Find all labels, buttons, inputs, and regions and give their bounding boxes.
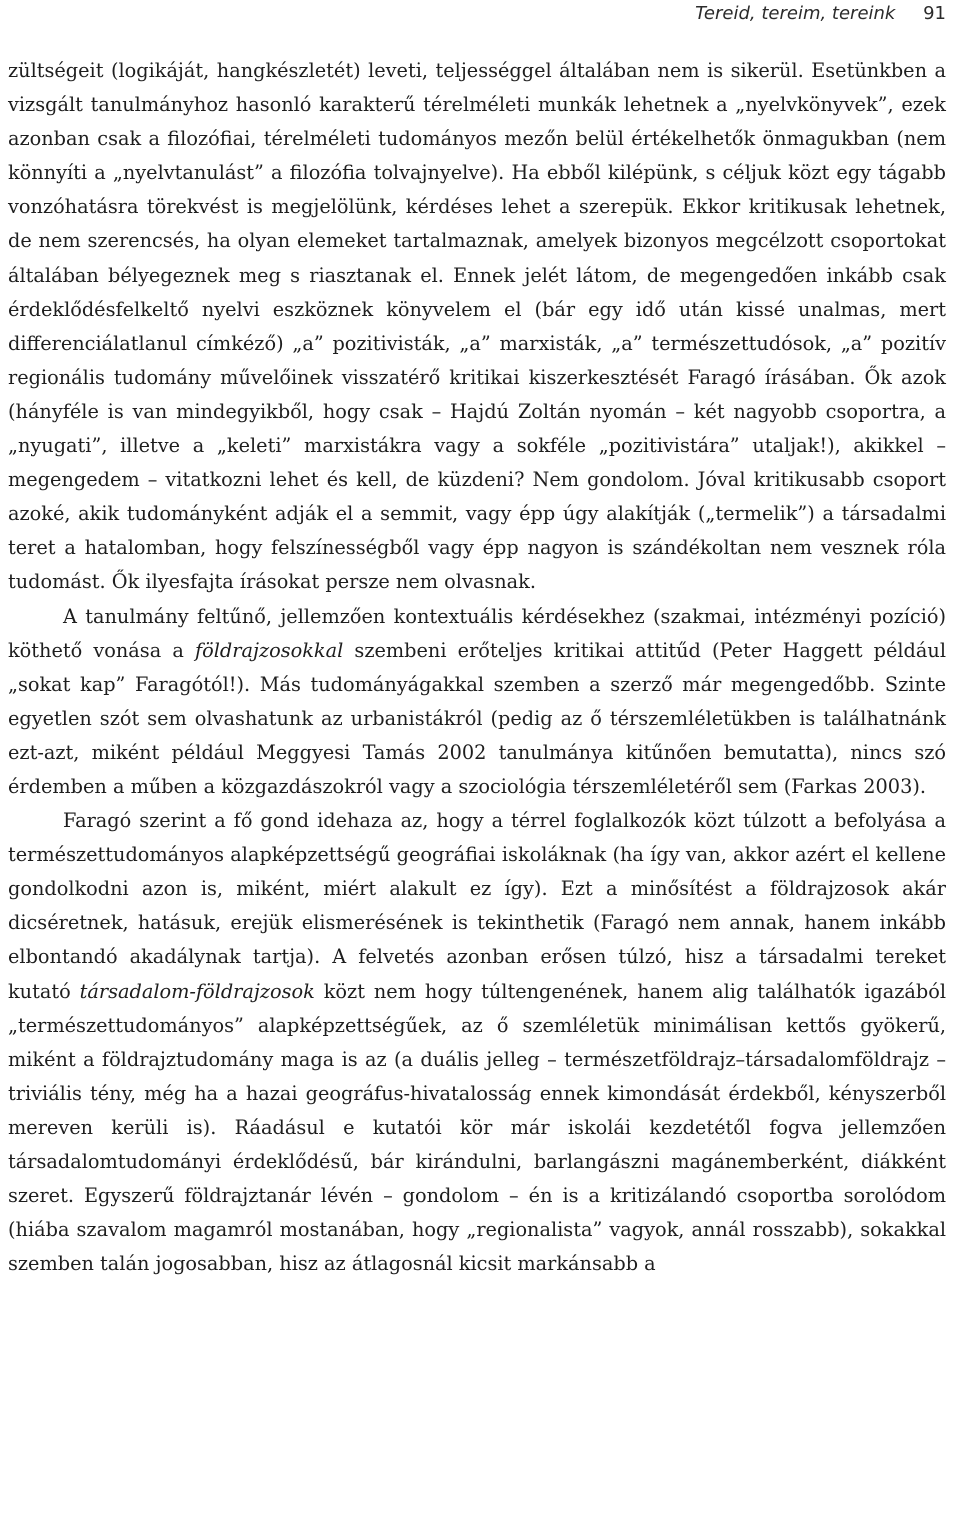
running-title: Tereid, tereim, tereink bbox=[695, 3, 896, 24]
paragraph-2 bbox=[8, 600, 946, 805]
paragraph-1 bbox=[8, 54, 946, 600]
paragraph-text: Faragó szerint a fő gond idehaza az, hogy a térrel foglalkozók közt túlzott a befolyása a természettudományos alapképzettségű geográfiai iskoláknak (ha így van, akkor azért el kellene gondolkodni azon is, miként, miért alakult ez így). Ezt a minősítést a földrajzosok akár dicséretnek, hatásuk, erejük elismerésének is tekinthetik (Faragó nem annak, hanem inkább elbontandó akadálynak tartja). A felvetés azonban erősen túlzó, hisz a társadalmi tereket kutató bbox=[8, 809, 946, 1003]
paragraph-3 bbox=[8, 804, 946, 1281]
italic-term: társadalom-földrajzosok bbox=[79, 979, 315, 1003]
page-number: 91 bbox=[923, 3, 946, 24]
italic-term: földrajzosokkal bbox=[195, 638, 344, 662]
paragraph-text: közt nem hogy túltengenének, hanem alig találhatók igazából „természettudományos” alapképzettségűek, az ő szemléletük minimálisan kettős gyökerű, miként a földrajztudomány maga is az (a duális jelleg – természetföldrajz–társadalomföldrajz – triviális tény, még ha a hazai geográfus-hivatalosság ennek kimondását érdekből, kényszerből mereven kerüli is). Ráadásul e kutatói kör már iskolái kezdetétől fogva jellemzően társadalomtudományi érdeklődésű, bár kirándulni, barlangászni magánemberként, diákként szeret. Egyszerű földrajztanár lévén – gondolom – én is a kritizálandó csoportba sorolódom (hiába szavalom magamról mostanában, hogy „regionalista” vagyok, annál rosszabb), sokakkal szemben talán jogosabban, hisz az átlagosnál kicsit markánsabb a bbox=[8, 979, 946, 1276]
paragraph-text: szembeni erőteljes kritikai attitűd (Peter Haggett például „sokat kap” Faragótól!). Más tudományágakkal szemben a szerző már megengedőbb. Szinte egyetlen szót sem olvashatunk az urbanistákról (pedig az ő térszemléletükben is találhatnánk ezt-azt, miként például Meggyesi Tamás 2002 tanulmánya kitűnően bemutatta), nincs szó érdemben a műben a közgazdászokról vagy a szociológia térszemléletéről sem (Farkas 2003). bbox=[8, 638, 946, 798]
body-text bbox=[8, 54, 946, 1281]
paragraph-text: A tanulmány feltűnő, jellemzően kontextuális kérdésekhez (szakmai, intézményi pozíció) köthető vonása a bbox=[8, 604, 946, 662]
running-head bbox=[695, 0, 946, 30]
paragraph-text: zültségeit (logikáját, hangkészletét) leveti, teljességgel általában nem is sikerül. Esetünkben a vizsgált tanulmányhoz hasonló karakterű térelméleti munkák lehetnek a „nyelvkönyvek”, ezek azonban csak a filozófiai, térelméleti tudományos mezőn belül értékelhetők önmagukban (nem könnyíti a „nyelvtanulást” a filozófia tolvajnyelve). Ha ebből kilépünk, s céljuk közt egy tágabb vonzóhatásra törekvést is megjelölünk, kérdéses lehet a szerepük. Ekkor kritikusak lehetnek, de nem szerencsés, ha olyan elemeket tartalmaznak, amelyek bizonyos megcélzott csoportokat általában bélyegeznek meg s riasztanak el. Ennek jelét látom, de megengedően inkább csak érdeklődésfelkeltő nyelvi eszköznek könyvelem el (bár egy idő után kissé unalmas, mert differenciálatlanul címkéző) „a” pozitivisták, „a” marxisták, „a” természettudósok, „a” pozitív regionális tudomány művelőinek visszatérő kritikai kiszerkesztését Faragó írásában. Ők azok (hányféle is van mindegyikből, hogy csak – Hajdú Zoltán nyomán – két nagyobb csoportra, a „nyugati”, illetve a „keleti” marxistákra vagy a sokféle „pozitivistára” utaljak!), akikkel – megengedem – vitatkozni lehet és kell, de küzdeni? Nem gondolom. Jóval kritikusabb csoport azoké, akik tudományként adják el a semmit, vagy épp úgy alakítják („termelik”) a társadalmi teret a hatalomban, hogy felszínességből vagy épp nagyon is szándékoltan nem vesznek róla tudomást. Ők ilyesfajta írásokat persze nem olvasnak. bbox=[8, 59, 946, 594]
